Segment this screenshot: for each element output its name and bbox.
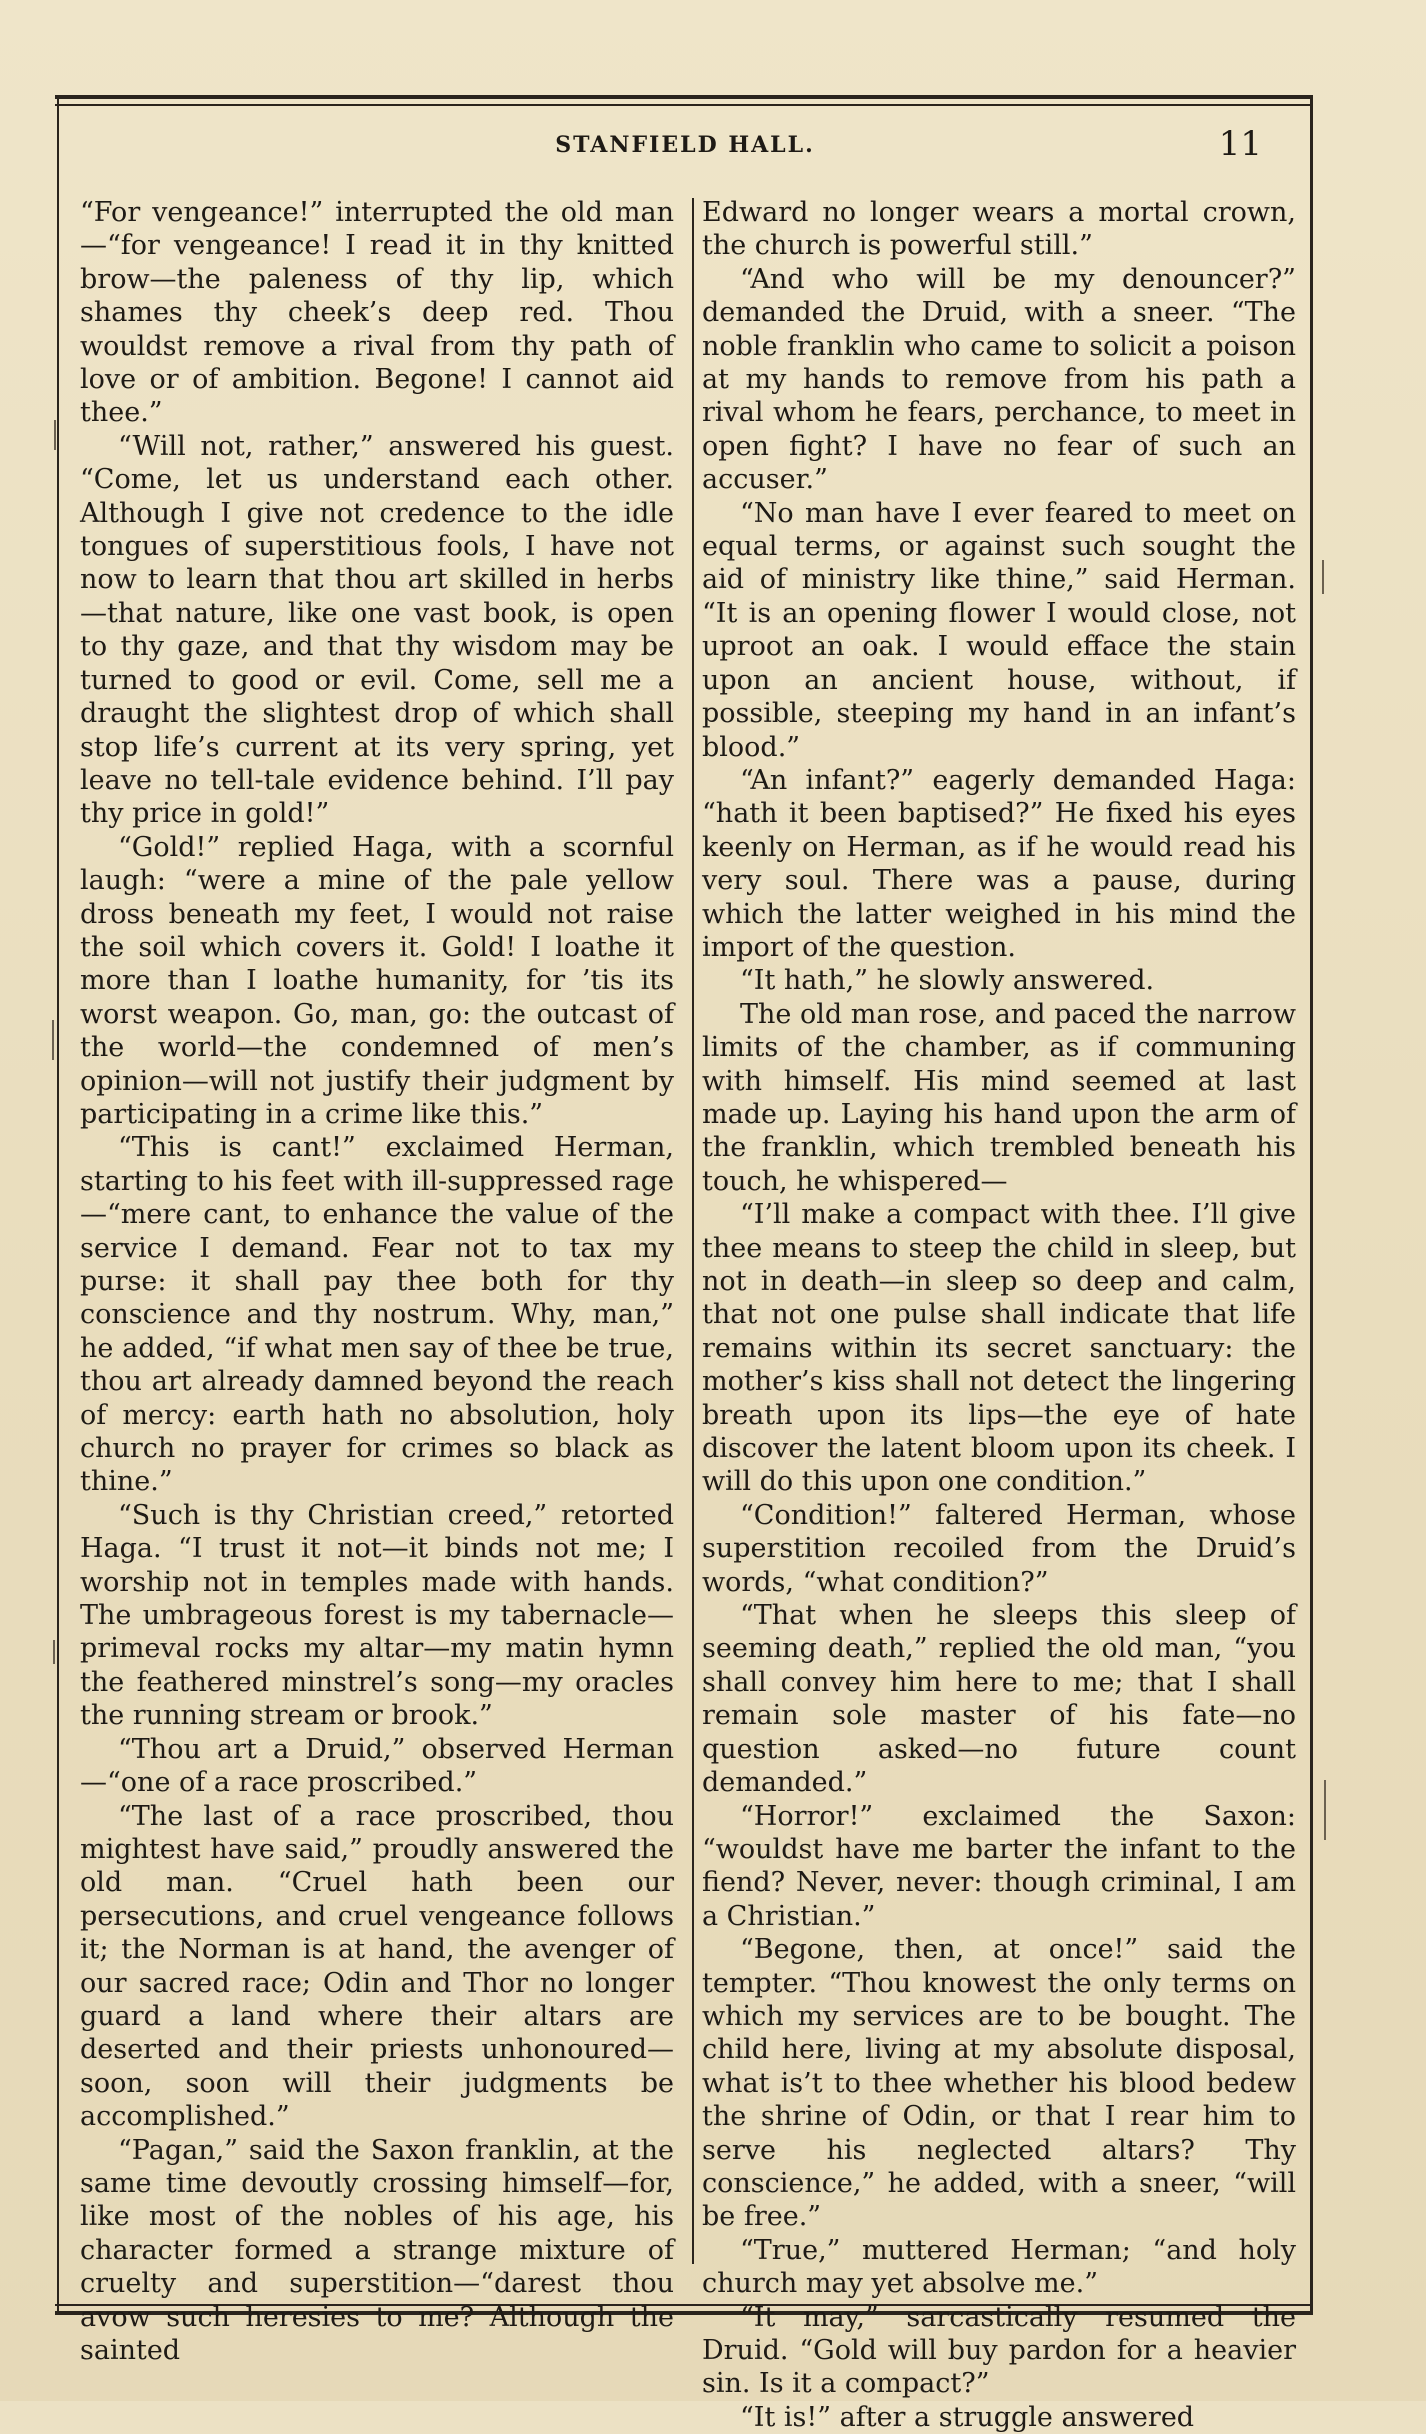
paragraph: “Pagan,” said the Saxon franklin, at the same time devoutly crossing himself—for, like most of the nobles of his age, his character formed a strange mixture of cruelty and superstition—“darest thou avow such heresies to me? Although the sainted: [80, 2134, 674, 2366]
margin-mark: [54, 420, 56, 450]
paragraph: “Begone, then, at once!” said the tempter. “Thou knowest the only terms on which my services are to be bought. The child here, living at my absolute disposal, what is’t to thee whether his blood bedew the shrine of Odin, or that I rear him to serve his neglected altars? Thy conscience,” he added, with a sneer, “will be free.”: [702, 1934, 1296, 2233]
page-header: [60, 124, 1310, 172]
paragraph: “I’ll make a compact with thee. I’ll give thee means to steep the child in sleep, but not in death—in sleep so deep and calm, that not one pulse shall indicate that life remains within its secret sanctuary: the mother’s kiss shall not detect the lingering breath upon its lips—the eye of hate discover the latent bloom upon its cheek. I will do this upon one condition.”: [702, 1199, 1296, 1498]
paragraph: “Horror!” exclaimed the Saxon: “wouldst have me barter the infant to the fiend? Never, never: though criminal, I am a Christian.”: [702, 1800, 1296, 1932]
paragraph: “Thou art a Druid,” observed Herman—“one of a race proscribed.”: [80, 1733, 674, 1799]
paragraph: “For vengeance!” interrupted the old man—“for vengeance! I read it in thy knitted brow—the paleness of thy lip, which shames thy cheek’s deep red. Thou wouldst remove a rival from thy path of love or of ambition. Begone! I cannot aid thee.”: [80, 197, 674, 429]
paragraph: “And who will be my denouncer?” demanded the Druid, with a sneer. “The noble franklin who came to solicit a poison at my hands to remove from his path a rival whom he fears, perchance, to meet in open fight? I have no fear of such an accuser.”: [702, 263, 1296, 496]
paragraph: “This is cant!” exclaimed Herman, starting to his feet with ill-suppressed rage—“mere cant, to enhance the value of the service I demand. Fear not to tax my purse: it shall pay thee both for thy conscience and thy nostrum. Why, man,” he added, “if what men say of thee be true, thou art already damned beyond the reach of mercy: earth hath no absolution, holy church no prayer for crimes so black as thine.”: [80, 1132, 674, 1498]
margin-mark: [52, 1020, 54, 1060]
top-double-rule-thin: [55, 104, 1313, 106]
paragraph: “Gold!” replied Haga, with a scornful laugh: “were a mine of the pale yellow dross beneath my feet, I would not raise the soil which covers it. Gold! I loathe it more than I loathe humanity, for ’tis its worst weapon. Go, man, go: the outcast of the world—the condemned of men’s opinion—will not justify their judgment by participating in a crime like this.”: [80, 831, 674, 1130]
running-head: STANFIELD HALL.: [555, 132, 815, 158]
left-column: [80, 196, 674, 2367]
column-divider-rule: [692, 198, 694, 2264]
right-border-rule: [1310, 99, 1313, 2312]
paragraph: “Will not, rather,” answered his guest. “Come, let us understand each other. Although I give not credence to the idle tongues of superstitious fools, I have not now to learn that thou art skilled in herbs—that nature, like one vast book, is open to thy gaze, and that thy wisdom may be turned to good or evil. Come, sell me a draught the slightest drop of which shall stop life’s current at its very spring, yet leave no tell-tale evidence behind. I’ll pay thy price in gold!”: [80, 430, 674, 830]
paragraph: “An infant?” eagerly demanded Haga: “hath it been baptised?” He fixed his eyes keenly on Herman, as if he would read his very soul. There was a pause, during which the latter weighed in his mind the import of the question.: [702, 764, 1296, 963]
left-border-rule: [57, 99, 59, 2312]
paragraph: The old man rose, and paced the narrow limits of the chamber, as if communing with himself. His mind seemed at last made up. Laying his hand upon the arm of the franklin, which trembled beneath his touch, he whispered—: [702, 998, 1296, 1197]
paragraph: “Condition!” faltered Herman, whose superstition recoiled from the Druid’s words, “what condition?”: [702, 1499, 1296, 1598]
paragraph: “That when he sleeps this sleep of seeming death,” replied the old man, “you shall convey him here to me; that I shall remain sole master of his fate—no question asked—no future count demanded.”: [702, 1600, 1296, 1799]
margin-mark: [1322, 560, 1324, 594]
paragraph: “No man have I ever feared to meet on equal terms, or against such sought the aid of ministry like thine,” said Herman. “It is an opening flower I would close, not uproot an oak. I would efface the stain upon an ancient house, without, if possible, steeping my hand in an infant’s blood.”: [702, 497, 1296, 763]
paragraph: “True,” muttered Herman; “and holy church may yet absolve me.”: [702, 2234, 1296, 2300]
margin-mark: [1324, 1780, 1326, 1840]
page-number: 11: [1218, 124, 1262, 164]
paragraph: “It hath,” he slowly answered.: [740, 965, 1155, 997]
paragraph: Edward no longer wears a mortal crown, the church is powerful still.”: [702, 197, 1296, 262]
right-column: [702, 196, 1296, 2434]
top-double-rule-thick: [55, 95, 1313, 99]
margin-mark: [53, 1640, 55, 1664]
paragraph: “Such is thy Christian creed,” retorted Haga. “I trust it not—it binds not me; I worship not in temples made with hands. The umbrageous forest is my tabernacle—primeval rocks my altar—my matin hymn the feathered minstrel’s song—my oracles the running stream or brook.”: [80, 1499, 674, 1732]
paragraph: “It is!” after a struggle answered: [740, 2401, 1195, 2433]
paragraph: “The last of a race proscribed, thou mightest have said,” proudly answered the old man. “Cruel hath been our persecutions, and cruel vengeance follows it; the Norman is at hand, the avenger of our sacred race; Odin and Thor no longer guard a land where their altars are deserted and their priests unhonoured—soon, soon will their judgments be accomplished.”: [80, 1800, 674, 2133]
paragraph: “It may,” sarcastically resumed the Druid. “Gold will buy pardon for a heavier sin. Is it a compact?”: [702, 2301, 1296, 2400]
